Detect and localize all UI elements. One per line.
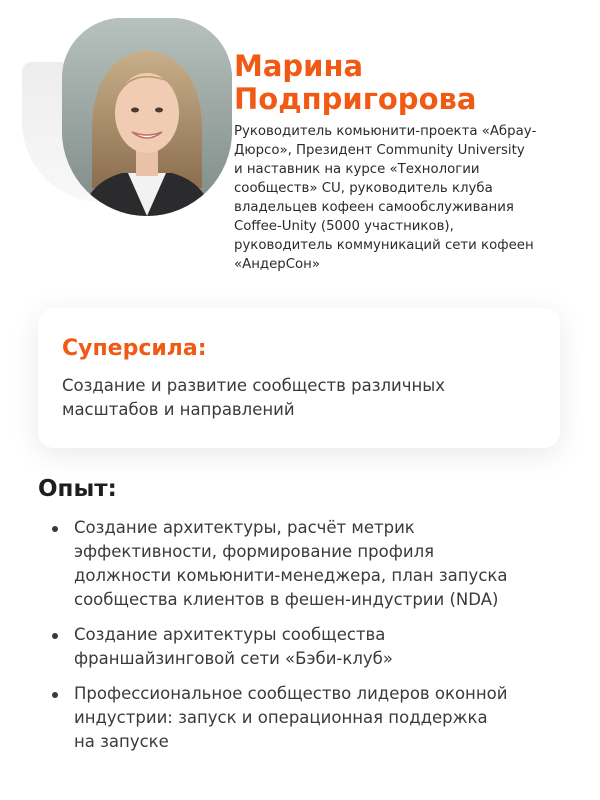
experience-item-text: Создание архитектуры сообщества франшайзинговой сети «Бэби-клуб» <box>74 625 393 668</box>
name-first: Марина <box>234 49 364 83</box>
experience-title: Опыт: <box>38 476 117 502</box>
experience-list <box>52 516 572 765</box>
experience-item-text: Создание архитектуры, расчёт метрик эффективности, формирование профиля должности комьюнити-менеджера, план запуска сообщества клиентов в фешен-индустрии (NDA) <box>74 518 508 609</box>
list-item <box>52 623 572 671</box>
experience-item-text: Профессиональное сообщество лидеров оконной индустрии: запуск и операционная поддержка на запуске <box>74 684 508 751</box>
list-item <box>52 682 572 754</box>
bullet-icon <box>52 692 58 698</box>
list-item <box>52 516 572 612</box>
superpower-card <box>38 308 560 448</box>
superpower-title: Суперсила: <box>62 336 207 361</box>
portrait-photo <box>62 18 232 216</box>
person-name <box>234 50 574 116</box>
name-last: Подпригорова <box>234 82 477 116</box>
bullet-icon <box>52 526 58 532</box>
superpower-text: Создание и развитие сообществ различных масштабов и направлений <box>62 376 446 419</box>
bullet-icon <box>52 633 58 639</box>
person-bio: Руководитель комьюнити-проекта «Абрау- Дюрсо», Президент Community University и наставник на курсе «Технологии сообществ» CU, руководитель клуба владельцев кофеен самообслуживания Coffee-Unity (5000 участников), руководитель коммуникаций сети кофеен «АндерСон» <box>234 124 537 272</box>
